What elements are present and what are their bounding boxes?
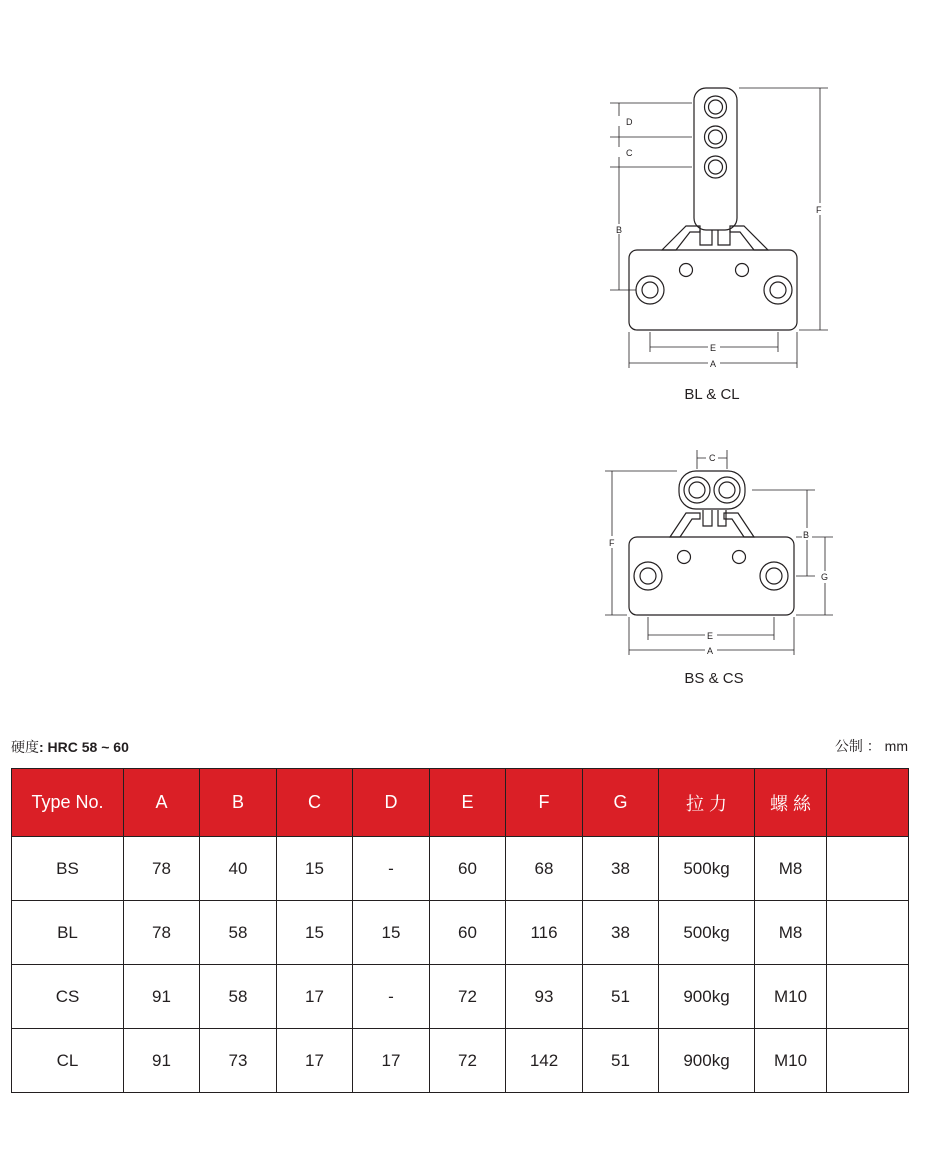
table-row — [12, 965, 909, 1029]
header-d: D — [353, 769, 430, 837]
dim-label-g: G — [821, 572, 829, 582]
table-row — [12, 901, 909, 965]
table-cell: 93 — [506, 965, 583, 1029]
unit-note: 公制 ： mm — [834, 738, 908, 754]
table-cell: 78 — [124, 901, 200, 965]
table-cell: 38 — [583, 901, 659, 965]
dim-label-c: C — [709, 453, 716, 463]
bl-cl-diagram — [600, 80, 840, 380]
table-cell: 17 — [277, 965, 353, 1029]
dim-label-d: D — [626, 117, 633, 127]
table-cell: - — [353, 837, 430, 901]
table-cell: 58 — [200, 965, 277, 1029]
table-row — [12, 1029, 909, 1093]
table-cell: 72 — [430, 1029, 506, 1093]
table-cell: BS — [12, 837, 124, 901]
table-cell: 15 — [353, 901, 430, 965]
header-type-no: Type No. — [12, 769, 124, 837]
dim-label-a: A — [710, 359, 717, 369]
table-cell — [827, 837, 909, 901]
table-cell: 15 — [277, 837, 353, 901]
table-cell: 17 — [353, 1029, 430, 1093]
hardness-value: : HRC 58 ~ 60 — [39, 739, 129, 755]
table-cell: 51 — [583, 1029, 659, 1093]
table-cell: 60 — [430, 901, 506, 965]
bs-cs-diagram — [600, 440, 840, 665]
dim-label-b: B — [803, 530, 810, 540]
table-cell: 900kg — [659, 965, 755, 1029]
table-cell: - — [353, 965, 430, 1029]
table-cell: M8 — [755, 837, 827, 901]
table-row — [12, 837, 909, 901]
table-cell: 116 — [506, 901, 583, 965]
table-cell: 51 — [583, 965, 659, 1029]
table-cell: 58 — [200, 901, 277, 965]
table-cell: M8 — [755, 901, 827, 965]
header-a: A — [124, 769, 200, 837]
table-cell — [827, 1029, 909, 1093]
table-cell: 142 — [506, 1029, 583, 1093]
dim-label-f: F — [609, 538, 615, 548]
hardness-note — [11, 737, 129, 757]
dim-label-a: A — [707, 646, 714, 656]
table-cell: 91 — [124, 965, 200, 1029]
table-cell: 68 — [506, 837, 583, 901]
header-f: F — [506, 769, 583, 837]
drawing-bl-cl — [600, 80, 840, 380]
drawing-bs-cs — [600, 440, 840, 665]
table-cell: 900kg — [659, 1029, 755, 1093]
header-screw: 螺 絲 — [755, 769, 827, 837]
spec-table — [11, 768, 909, 1093]
dim-label-e: E — [707, 631, 714, 641]
caption-bl-cl: BL & CL — [684, 386, 740, 403]
hardness-label: 硬度 — [11, 739, 39, 755]
header-e: E — [430, 769, 506, 837]
table-cell: 38 — [583, 837, 659, 901]
header-g: G — [583, 769, 659, 837]
table-cell: 72 — [430, 965, 506, 1029]
table-cell: 60 — [430, 837, 506, 901]
header-blank — [827, 769, 909, 837]
table-cell: M10 — [755, 965, 827, 1029]
dim-label-c: C — [626, 148, 633, 158]
table-cell: CL — [12, 1029, 124, 1093]
table-cell — [827, 901, 909, 965]
dim-label-f: F — [816, 205, 822, 215]
header-b: B — [200, 769, 277, 837]
header-pull-force: 拉 力 — [659, 769, 755, 837]
table-cell — [827, 965, 909, 1029]
table-cell: CS — [12, 965, 124, 1029]
caption-bs-cs: BS & CS — [684, 670, 744, 687]
dim-label-b: B — [616, 225, 623, 235]
table-cell: M10 — [755, 1029, 827, 1093]
table-cell: 91 — [124, 1029, 200, 1093]
table-cell: 500kg — [659, 837, 755, 901]
table-cell: 500kg — [659, 901, 755, 965]
table-cell: 73 — [200, 1029, 277, 1093]
table-cell: 40 — [200, 837, 277, 901]
table-cell: 17 — [277, 1029, 353, 1093]
table-cell: 15 — [277, 901, 353, 965]
table-header-row — [12, 769, 909, 837]
header-c: C — [277, 769, 353, 837]
dim-label-e: E — [710, 343, 717, 353]
table-cell: BL — [12, 901, 124, 965]
table-cell: 78 — [124, 837, 200, 901]
